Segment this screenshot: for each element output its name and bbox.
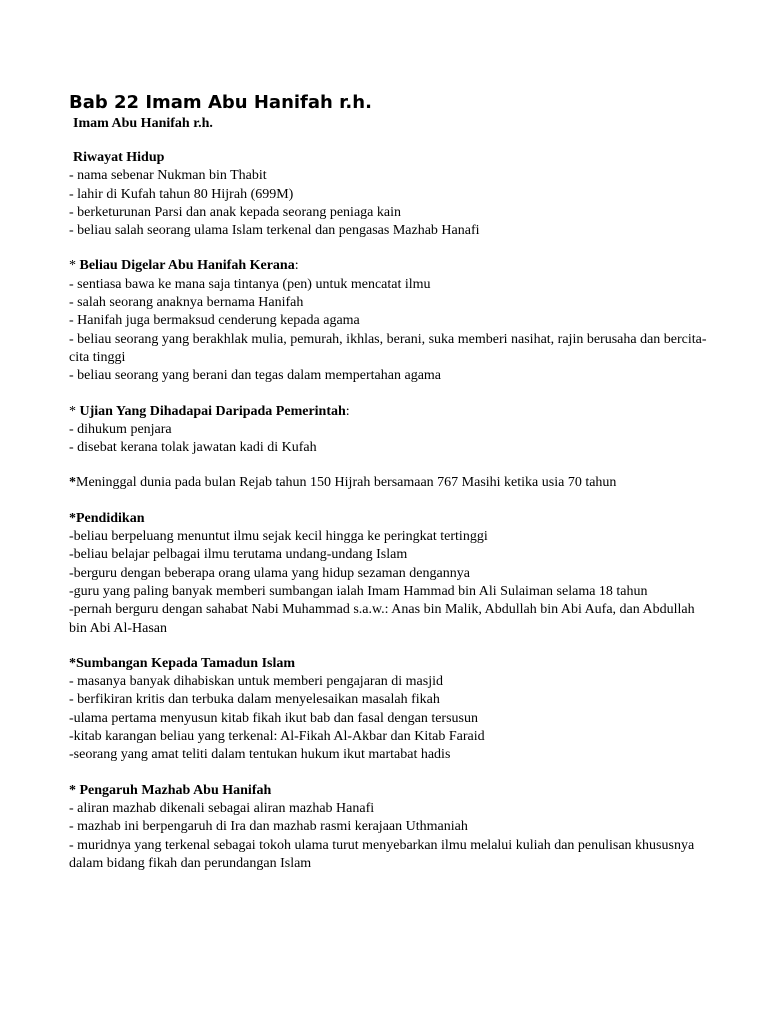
heading-prefix: * <box>69 258 80 274</box>
heading-text: *Sumbangan Kepada Tamadun Islam <box>69 655 296 671</box>
heading-suffix: : <box>345 403 350 419</box>
document-subtitle: Imam Abu Hanifah r.h. <box>73 116 213 131</box>
section-heading <box>69 403 709 421</box>
heading-text: Ujian Yang Dihadapai Daripada Pemerintah <box>79 403 346 419</box>
list-item: - beliau seorang yang berani dan tegas dalam mempertahan agama <box>69 368 442 384</box>
section-heading <box>69 655 709 673</box>
heading-star: * <box>69 475 76 491</box>
list-item: - mazhab ini berpengaruh di Ira dan mazhab rasmi kerajaan Uthmaniah <box>69 819 468 835</box>
meninggal-text: Meninggal dunia pada bulan Rejab tahun 150 Hijrah bersamaan 767 Masihi ketika usia 70 tahun <box>76 475 617 491</box>
list-item: - beliau seorang yang berakhlak mulia, pemurah, ikhlas, berani, suka memberi nasihat, rajin berusaha dan bercita-cita tinggi <box>69 331 707 365</box>
section-ujian <box>69 403 709 458</box>
section-heading <box>69 510 709 528</box>
section-heading <box>69 149 709 167</box>
document-title: Bab 22 Imam Abu Hanifah r.h. <box>69 92 372 113</box>
document-page <box>69 92 709 890</box>
list-item: - muridnya yang terkenal sebagai tokoh ulama turut menyebarkan ilmu melalui kuliah dan penulisan khususnya dalam bidang fikah dan perundangan Islam <box>69 837 695 871</box>
heading-text: Beliau Digelar Abu Hanifah Kerana <box>79 258 295 274</box>
list-item: - salah seorang anaknya bernama Hanifah <box>69 295 304 311</box>
list-item: -seorang yang amat teliti dalam tentukan hukum ikut martabat hadis <box>69 747 451 763</box>
section-pendidikan <box>69 510 709 638</box>
section-digelar <box>69 257 709 385</box>
section-riwayat-hidup <box>69 149 709 240</box>
list-item: - berketurunan Parsi dan anak kepada seorang peniaga kain <box>69 204 401 220</box>
list-item: - dihukum penjara <box>69 421 172 437</box>
list-item: - sentiasa bawa ke mana saja tintanya (pen) untuk mencatat ilmu <box>69 276 431 292</box>
list-item: - nama sebenar Nukman bin Thabit <box>69 168 267 184</box>
list-item: - berfikiran kritis dan terbuka dalam menyelesaikan masalah fikah <box>69 692 440 708</box>
list-item: - Hanifah juga bermaksud cenderung kepada agama <box>69 313 360 329</box>
list-item: -pernah berguru dengan sahabat Nabi Muhammad s.a.w.: Anas bin Malik, Abdullah bin Abi Aufa, dan Abdullah bin Abi Al-Hasan <box>69 602 695 636</box>
list-item: -ulama pertama menyusun kitab fikah ikut bab dan fasal dengan tersusun <box>69 710 478 726</box>
section-heading <box>69 257 709 275</box>
heading-text: Riwayat Hidup <box>73 150 165 165</box>
section-heading <box>69 782 709 800</box>
list-item: -kitab karangan beliau yang terkenal: Al-Fikah Al-Akbar dan Kitab Faraid <box>69 729 485 745</box>
section-meninggal <box>69 474 709 492</box>
heading-text: *Pendidikan <box>69 510 145 526</box>
list-item: -berguru dengan beberapa orang ulama yang hidup sezaman dengannya <box>69 565 470 581</box>
section-pengaruh <box>69 782 709 873</box>
list-item: -beliau berpeluang menuntut ilmu sejak kecil hingga ke peringkat tertinggi <box>69 529 488 545</box>
list-item: -guru yang paling banyak memberi sumbangan ialah Imam Hammad bin Ali Sulaiman selama 18 tahun <box>69 583 648 599</box>
heading-prefix: * <box>69 403 80 419</box>
section-sumbangan <box>69 655 709 765</box>
list-item: -beliau belajar pelbagai ilmu terutama undang-undang Islam <box>69 547 408 563</box>
list-item: - masanya banyak dihabiskan untuk memberi pengajaran di masjid <box>69 674 444 690</box>
list-item: - lahir di Kufah tahun 80 Hijrah (699M) <box>69 186 294 202</box>
heading-text: * Pengaruh Mazhab Abu Hanifah <box>69 782 272 798</box>
heading-suffix: : <box>294 258 299 274</box>
list-item: - aliran mazhab dikenali sebagai aliran mazhab Hanafi <box>69 800 375 816</box>
list-item: - disebat kerana tolak jawatan kadi di Kufah <box>69 440 317 456</box>
list-item: - beliau salah seorang ulama Islam terkenal dan pengasas Mazhab Hanafi <box>69 223 480 239</box>
